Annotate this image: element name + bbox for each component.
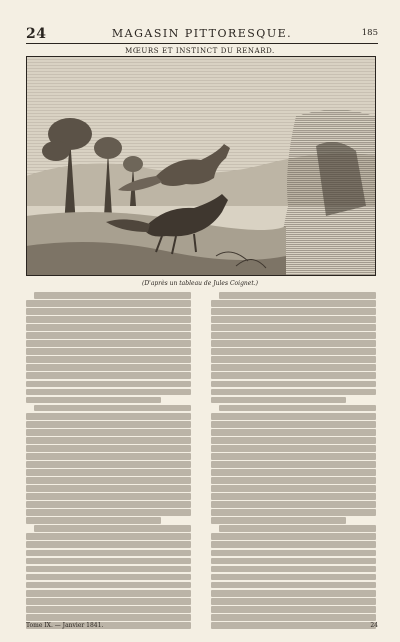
text-line xyxy=(26,509,191,516)
text-line xyxy=(34,525,191,532)
text-line xyxy=(211,372,376,379)
text-line xyxy=(211,364,376,371)
text-line xyxy=(26,300,191,307)
text-line xyxy=(26,461,191,468)
text-line xyxy=(26,453,191,460)
text-line xyxy=(211,461,376,468)
text-line xyxy=(211,477,376,484)
text-line xyxy=(26,590,191,597)
text-line xyxy=(26,566,191,573)
text-line xyxy=(211,558,376,565)
running-header xyxy=(26,26,378,42)
text-line xyxy=(211,614,376,621)
text-line xyxy=(26,550,191,557)
text-line xyxy=(211,356,376,363)
fox-engraving-illustration xyxy=(26,56,376,276)
text-line xyxy=(211,493,376,500)
text-line xyxy=(211,509,376,516)
page-footer xyxy=(26,622,378,632)
text-line xyxy=(26,614,191,621)
text-line xyxy=(26,445,191,452)
text-line xyxy=(211,533,376,540)
text-line xyxy=(26,558,191,565)
text-line xyxy=(26,582,191,589)
text-line xyxy=(34,405,191,412)
text-line xyxy=(211,582,376,589)
text-line xyxy=(211,324,376,331)
text-line xyxy=(26,364,191,371)
text-line xyxy=(26,381,191,388)
text-line xyxy=(211,389,376,396)
text-line xyxy=(211,316,376,323)
text-line xyxy=(211,566,376,573)
text-line xyxy=(211,381,376,388)
text-line xyxy=(211,340,376,347)
text-line xyxy=(219,292,376,299)
text-line xyxy=(211,445,376,452)
text-line xyxy=(211,437,376,444)
text-line xyxy=(211,550,376,557)
text-column-left xyxy=(26,292,191,620)
text-line xyxy=(26,348,191,355)
text-line xyxy=(26,413,191,420)
text-line xyxy=(211,332,376,339)
text-line xyxy=(26,533,191,540)
text-line xyxy=(219,525,376,532)
text-line xyxy=(26,469,191,476)
engraving-figure xyxy=(26,56,376,276)
figure-caption: (D'après un tableau de Jules Coignet.) xyxy=(142,280,258,287)
text-line xyxy=(211,413,376,420)
text-line xyxy=(26,429,191,436)
header-rule xyxy=(26,43,378,44)
page-number: 24 xyxy=(26,26,47,42)
text-line xyxy=(211,348,376,355)
text-line xyxy=(26,421,191,428)
text-column-right xyxy=(211,292,376,620)
text-line xyxy=(211,590,376,597)
text-line xyxy=(26,598,191,605)
magazine-title: MAGASIN PITTORESQUE. xyxy=(111,27,293,40)
text-line xyxy=(211,308,376,315)
article-title: MŒURS ET INSTINCT DU RENARD. xyxy=(125,47,275,55)
text-line xyxy=(26,340,191,347)
text-line xyxy=(26,493,191,500)
text-line xyxy=(211,429,376,436)
text-line xyxy=(26,485,191,492)
text-line xyxy=(26,437,191,444)
text-line xyxy=(26,501,191,508)
text-line xyxy=(211,598,376,605)
text-line xyxy=(219,405,376,412)
text-line xyxy=(26,372,191,379)
text-line xyxy=(26,397,161,404)
text-line xyxy=(211,606,376,613)
text-line xyxy=(26,389,191,396)
text-line xyxy=(34,292,191,299)
text-line xyxy=(26,316,191,323)
text-line xyxy=(26,324,191,331)
text-line xyxy=(211,421,376,428)
footer-signature: 24 xyxy=(370,622,378,629)
text-line xyxy=(26,477,191,484)
text-line xyxy=(211,453,376,460)
text-line xyxy=(26,541,191,548)
text-line xyxy=(211,517,346,524)
text-line xyxy=(211,300,376,307)
header-year: 185 xyxy=(361,28,378,38)
text-line xyxy=(211,469,376,476)
text-line xyxy=(26,517,161,524)
text-line xyxy=(26,308,191,315)
text-line xyxy=(211,397,346,404)
text-line xyxy=(211,485,376,492)
text-line xyxy=(26,356,191,363)
text-line xyxy=(26,606,191,613)
text-line xyxy=(211,541,376,548)
text-line xyxy=(26,332,191,339)
text-line xyxy=(26,574,191,581)
text-line xyxy=(211,574,376,581)
text-line xyxy=(211,501,376,508)
footer-volume: Tome IX. — Janvier 1841. xyxy=(26,622,104,629)
